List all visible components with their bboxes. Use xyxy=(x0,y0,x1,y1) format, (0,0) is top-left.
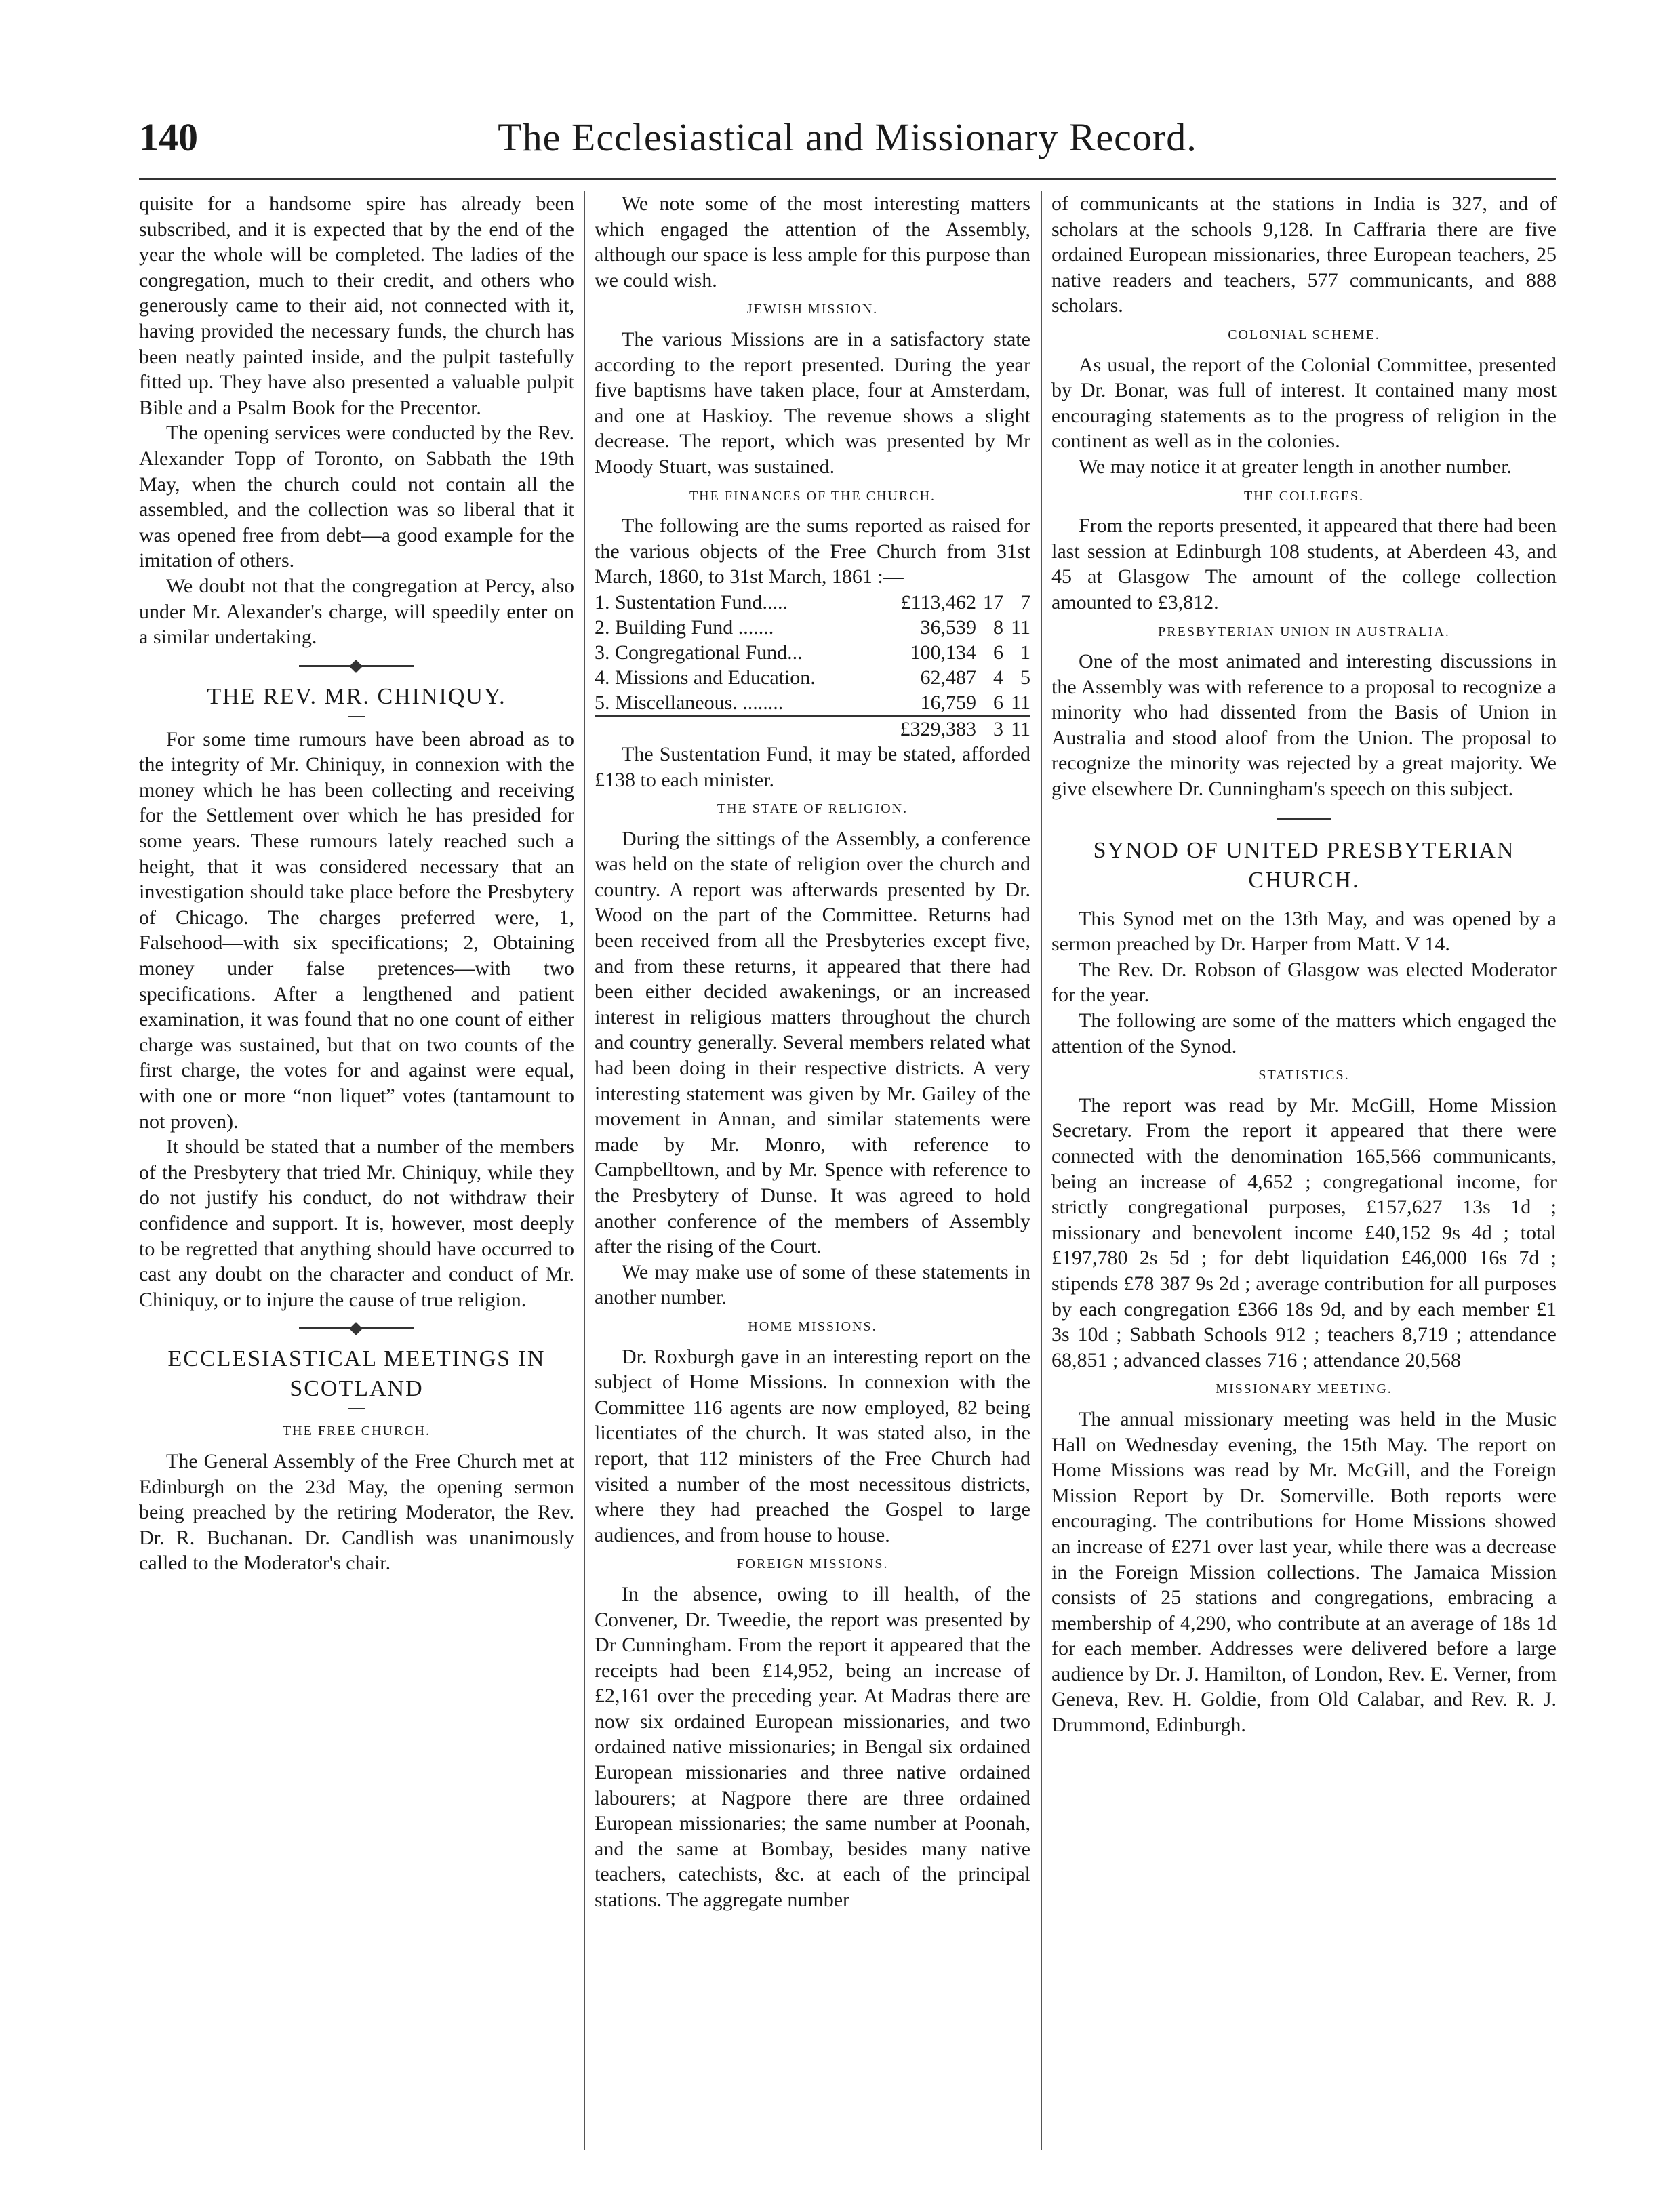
table-row xyxy=(595,665,1030,690)
paragraph: Dr. Roxburgh gave in an interesting report on the subject of Home Missions. In connexion with the Committee 116 agents are now employed, 82 being licentiates of the church. It was stated also, in the report, that 112 ministers of the Free Church had visited a number of the most necessitous districts, where they had preached the Gospel to large audiences, and from house to house. xyxy=(595,1345,1030,1546)
heading-chiniquy: THE REV. MR. CHINIQUY. xyxy=(207,683,506,709)
fund-pence: 1 xyxy=(1020,641,1030,664)
table-row xyxy=(595,615,1030,640)
paragraph: The Sustentation Fund, it may be stated, afforded £138 to each minister. xyxy=(595,742,1030,791)
page-number: 140 xyxy=(139,115,198,159)
fund-name: 1. Sustentation Fund..... xyxy=(595,590,788,614)
fund-pounds: £113,462 xyxy=(900,590,976,614)
paragraph: One of the most animated and interesting discussions in the Assembly was with reference to a proposal to recognize a minority who had dissented from the Basis of Union in Australia and stood aloof from the Union. The proposal to recognize the minority was rejected by a great majority. We give elsewhere Dr. Cunningham's speech on this subject. xyxy=(1051,650,1557,801)
fund-shillings: 6 xyxy=(993,641,1003,664)
paragraph: of communicants at the stations in India is 327, and of scholars at the schools 9,128. In Caffraria there are five ordained European missionaries, three European teachers, 25 native readers and teachers, 577 communicants, and 888 scholars. xyxy=(1051,193,1557,317)
column-divider-1 xyxy=(584,191,585,2150)
paragraph: The report was read by Mr. McGill, Home Mission Secretary. From the report it appeared that there were connected with the denomination 165,566 communicants, being an increase of 4,652 ; congregational income, for strictly congregational purposes, £157,627 13s 1d ; missionary and benevolent income £40,152 9s 4d ; total £197,780 2s 5d ; for debt liquidation £46,000 16s 7d ; stipends £78 387 9s 2d ; average contribution for all purposes by each congregation £366 18s 9d, and by each member £1 3s 10d ; Sabbath Schools 912 ; teachers 8,719 ; attendance 68,851 ; advanced classes 716 ; attendance 20,568 xyxy=(1051,1093,1557,1371)
heading-meetings: ECCLESIASTICAL MEETINGS IN SCOTLAND xyxy=(167,1346,546,1402)
finances-table xyxy=(595,590,1030,742)
fund-name: 5. Miscellaneous. ........ xyxy=(595,691,784,714)
fund-shillings: 6 xyxy=(993,691,1003,714)
paragraph: During the sittings of the Assembly, a conference was held on the state of religion over the church and country. A report was afterwards presented by Dr. Wood on the part of the Committee. Returns had been received from all the Presbyteries except five, and from these returns, it appeared that there had been either decided awakenings, or an increased interest in religious matters throughout the church and country generally. Several members related what had been doing in their respective districts. A very interesting statement was given by Mr. Gailey of the movement in Annan, and similar statements were made by Mr. Monro, with reference to Campbelltown, and by Mr. Spence with reference to the Presbytery of Dunse. It was agreed to hold another conference of the members of Assembly after the rising of the Court. xyxy=(595,827,1030,1258)
fund-pounds: 62,487 xyxy=(920,666,976,689)
heading-dash xyxy=(348,716,365,717)
fund-pounds: 36,539 xyxy=(920,616,976,639)
subhead-colonial: COLONIAL SCHEME. xyxy=(1228,327,1380,342)
column-2 xyxy=(595,191,1030,1913)
subhead-colleges: THE COLLEGES. xyxy=(1243,488,1365,504)
paragraph: In the absence, owing to ill health, of the Convener, Dr. Tweedie, the report was presented by Dr Cunningham. From the report it appeared that the receipts had been £14,952, being an increase of £2,161 over the preceding year. At Madras there are now six ordained European missionaries, and two ordained native missionaries; in Bengal six ordained European missionaries and three native ordained labourers; at Nagpore there are three ordained European missionaries; the same number at Poonah, and the same at Bombay, besides many native teachers, catechists, &c. at each of the principal stations. The aggregate number xyxy=(595,1582,1030,1912)
fund-pence: 7 xyxy=(1020,590,1030,614)
section-ornament xyxy=(299,665,414,667)
subhead-religion: THE STATE OF RELIGION. xyxy=(717,801,908,817)
paragraph: It should be stated that a number of the members of the Presbytery that tried Mr. Chiniquy, while they do not justify his conduct, do not withdraw their confidence and support. It is, however, most deeply to be regretted that anything should have occurred to cast any doubt on the character and conduct of Mr. Chiniquy, or to injure the cause of true religion. xyxy=(139,1135,574,1311)
paragraph: This Synod met on the 13th May, and was opened by a sermon preached by Dr. Harper from Matt. V 14. xyxy=(1051,907,1557,956)
subhead-free-church: THE FREE CHURCH. xyxy=(282,1424,431,1439)
table-row xyxy=(595,690,1030,716)
paragraph: From the reports presented, it appeared that there had been last session at Edinburgh 108 students, at Aberdeen 43, and 45 at Glasgow The amount of the college collection amounted to £3,812. xyxy=(1051,515,1557,614)
subhead-jewish: JEWISH MISSION. xyxy=(746,302,879,317)
total-pence: 11 xyxy=(1003,716,1030,742)
fund-pounds: 100,134 xyxy=(910,641,976,664)
paragraph: We note some of the most interesting matters which engaged the attention of the Assembly, although our space is less ample for this purpose than we could wish. xyxy=(595,193,1030,291)
fund-shillings: 17 xyxy=(983,590,1003,614)
subhead-missionary-meeting: MISSIONARY MEETING. xyxy=(1216,1382,1392,1397)
total-pounds: £329,383 xyxy=(878,716,976,742)
paragraph: The General Assembly of the Free Church met at Edinburgh on the 23d May, the opening sermon being preached by the retiring Moderator, the Rev. Dr. R. Buchanan. Dr. Candlish was unanimously called to the Moderator's chair. xyxy=(139,1449,574,1575)
fund-shillings: 8 xyxy=(993,616,1003,639)
paragraph: The annual missionary meeting was held in the Music Hall on Wednesday evening, the 15th May. The report on Home Missions was read by Mr. McGill, and the Foreign Mission Report by Dr. Somerville. Both reports were encouraging. The contributions for Home Missions showed an increase of £271 over last year, while there was a decrease in the Foreign Mission collections. The Jamaica Mission consists of 25 stations and congregations, embracing a membership of 4,290, who contribute at an average of 18s 1d for each member. Addresses were delivered before a large audience by Dr. J. Hamilton, of London, Rev. E. Verner, from Geneva, Rev. H. Goldie, from Old Calabar, and Rev. R. J. Drummond, Edinburgh. xyxy=(1051,1407,1557,1737)
paragraph: The following are some of the matters which engaged the attention of the Synod. xyxy=(1051,1009,1557,1058)
section-ornament xyxy=(299,1327,414,1329)
paragraph: The following are the sums reported as raised for the various objects of the Free Church from 31st March, 1860, to 31st March, 1861 :— xyxy=(595,515,1030,588)
paragraph: The various Missions are in a satisfactory state according to the report presented. During the year five baptisms have taken place, four at Amsterdam, and one at Haskioy. The revenue shows a slight decrease. The report, which was presented by Mr Moody Stuart, was sustained. xyxy=(595,327,1030,478)
fund-name: 3. Congregational Fund... xyxy=(595,641,803,664)
table-row xyxy=(595,640,1030,665)
paragraph: The Rev. Dr. Robson of Glasgow was elected Moderator for the year. xyxy=(1051,958,1557,1007)
paragraph: We doubt not that the congregation at Percy, also under Mr. Alexander's charge, will speedily enter on a similar undertaking. xyxy=(139,574,574,649)
column-1 xyxy=(139,191,574,1576)
paragraph: As usual, the report of the Colonial Committee, presented by Dr. Bonar, was full of interest. It contained many most encouraging statements as to the progress of religion in the continent as well as in the colonies. xyxy=(1051,353,1557,453)
fund-pounds: 16,759 xyxy=(920,691,976,714)
fund-pence: 5 xyxy=(1020,666,1030,689)
heading-synod: SYNOD OF UNITED PRESBYTERIAN CHURCH. xyxy=(1093,837,1515,893)
fund-name: 2. Building Fund ....... xyxy=(595,616,774,639)
fund-pence: 11 xyxy=(1011,616,1030,639)
subhead-finances: THE FINANCES OF THE CHURCH. xyxy=(689,488,936,504)
column-3 xyxy=(1051,191,1557,1738)
subhead-statistics: STATISTICS. xyxy=(1258,1068,1350,1083)
fund-pence: 11 xyxy=(1011,691,1030,714)
running-title: The Ecclesiastical and Missionary Record. xyxy=(498,115,1197,159)
total-shillings: 3 xyxy=(976,716,1003,742)
table-total-row xyxy=(595,716,1030,742)
column-divider-2 xyxy=(1041,191,1042,2150)
subhead-home-missions: HOME MISSIONS. xyxy=(748,1319,877,1334)
paragraph: For some time rumours have been abroad as to the integrity of Mr. Chiniquy, in connexion with the money which he has been collecting and receiving for the Settlement over which he has presided for some years. These rumours lately reached such a height, that it was considered necessary that an investigation should take place before the Presbytery of Chicago. The charges preferred were, 1, Falsehood—with six specifications; 2, Obtaining money under false pretences—with two specifications. After a lengthened and patient examination, it was found that no one count of either charge was sustained, but that on two counts of the first charge, the votes for and against were equal, with one or more “non liquet” votes (tantamount to not proven). xyxy=(139,727,574,1133)
paragraph: quisite for a handsome spire has already been subscribed, and it is expected that by the end of the year the whole will be completed. The ladies of the congregation, much to their credit, and others who generously came to their aid, not connected with it, having provided the necessary funds, the church has been neatly painted inside, and the pulpit tastefully fitted up. They have also presented a valuable pulpit Bible and a Psalm Book for the Precentor. xyxy=(139,193,574,419)
fund-name: 4. Missions and Education. xyxy=(595,666,816,689)
spacer xyxy=(1051,898,1557,906)
header-rule xyxy=(139,178,1556,180)
paragraph: We may notice it at greater length in another number. xyxy=(1079,455,1512,478)
paragraph: The opening services were conducted by the Rev. Alexander Topp of Toronto, on Sabbath the 19th May, when the church could not contain all the assembled, and the collection was so liberal that it was opened free from debt—a good example for the imitation of others. xyxy=(139,422,574,572)
page-header xyxy=(139,102,1556,173)
subhead-australia: PRESBYTERIAN UNION IN AUSTRALIA. xyxy=(1158,624,1450,639)
paragraph: We may make use of some of these statements in another number. xyxy=(595,1260,1030,1309)
subhead-foreign-missions: FOREIGN MISSIONS. xyxy=(736,1556,889,1572)
table-row xyxy=(595,590,1030,615)
heading-dash xyxy=(348,1408,365,1409)
fund-shillings: 4 xyxy=(993,666,1003,689)
section-rule xyxy=(1277,818,1331,820)
